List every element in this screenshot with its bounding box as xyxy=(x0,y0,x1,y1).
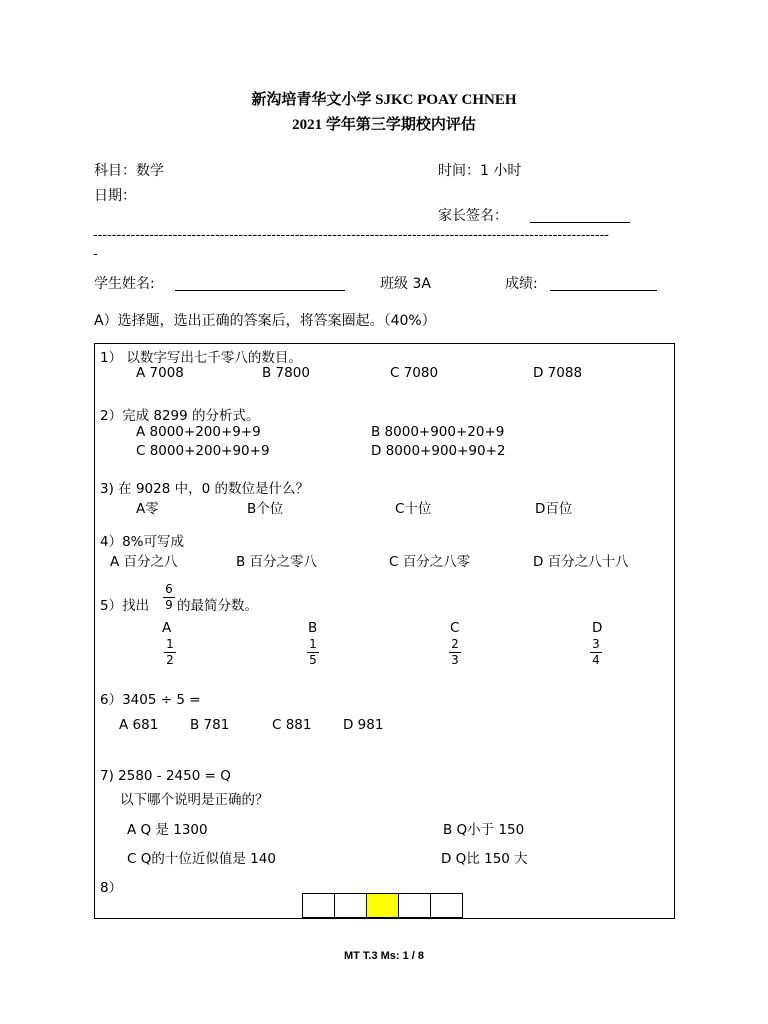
q1-option-d[interactable]: D 7088 xyxy=(533,365,583,381)
q4-option-c[interactable]: C 百分之八零 xyxy=(389,554,471,570)
q5-a-denominator: 2 xyxy=(166,653,174,667)
q6-option-d[interactable]: D 981 xyxy=(343,717,384,733)
q5-b-denominator: 5 xyxy=(309,653,317,667)
q1-stem: 1） 以数字写出七千零八的数目。 xyxy=(100,350,302,366)
q5-a-numerator: 1 xyxy=(166,637,174,651)
score-line xyxy=(550,290,657,291)
q5-option-d-fraction[interactable] xyxy=(588,638,604,667)
q3-stem: 3) 在 9028 中，0 的数位是什么？ xyxy=(100,481,309,497)
parent-sign-line xyxy=(530,222,630,223)
q5-option-d-label[interactable]: D xyxy=(592,620,603,636)
divider-tail: - xyxy=(93,247,98,262)
q8-grid-cell[interactable] xyxy=(430,893,463,918)
q5-option-c-fraction[interactable] xyxy=(447,638,463,667)
q2-option-c[interactable]: C 8000+200+90+9 xyxy=(136,443,270,459)
q7-option-c[interactable]: C Q的十位近似值是 140 xyxy=(127,851,276,867)
q5-option-a-fraction[interactable] xyxy=(162,638,178,667)
q8-grid-cell[interactable] xyxy=(302,893,335,918)
q8-number-grid xyxy=(303,893,463,918)
score-label: 成绩: xyxy=(505,276,538,292)
q1-option-c[interactable]: C 7080 xyxy=(390,365,439,381)
q5-option-a-label[interactable]: A xyxy=(162,620,172,636)
divider-dashes: -------------------------------------------------------------------------------------------------------------- xyxy=(93,228,610,243)
class-label: 班级 3A xyxy=(380,276,431,292)
q7-option-b[interactable]: B Q小于 150 xyxy=(443,822,525,838)
q4-option-d[interactable]: D 百分之八十八 xyxy=(533,554,629,570)
q4-option-a[interactable]: A 百分之八 xyxy=(110,554,178,570)
q2-option-a[interactable]: A 8000+200+9+9 xyxy=(136,424,261,440)
q8-grid-cell[interactable] xyxy=(334,893,367,918)
q2-stem: 2）完成 8299 的分析式。 xyxy=(100,408,260,424)
q5-stem-post: 的最简分数。 xyxy=(177,598,258,614)
student-name-line xyxy=(175,290,345,291)
student-name-label: 学生姓名: xyxy=(94,276,155,292)
q5-d-numerator: 3 xyxy=(592,637,600,651)
page-footer: MT T.3 Ms: 1 / 8 xyxy=(343,950,425,962)
subject-label: 科目：数学 xyxy=(94,163,164,179)
q5-stem-numerator: 6 xyxy=(165,582,173,596)
q5-stem-pre: 5）找出 xyxy=(100,598,150,614)
q8-grid-cell-highlighted[interactable] xyxy=(366,893,399,918)
q6-option-c[interactable]: C 881 xyxy=(272,717,312,733)
exam-title: 2021 学年第三学期校内评估 xyxy=(292,117,476,133)
q3-option-d[interactable]: D百位 xyxy=(535,501,573,517)
q5-option-b-fraction[interactable] xyxy=(305,638,321,667)
q3-option-b[interactable]: B个位 xyxy=(247,501,284,517)
q3-option-c[interactable]: C十位 xyxy=(395,501,432,517)
q3-option-a[interactable]: A零 xyxy=(136,501,159,517)
q1-option-a[interactable]: A 7008 xyxy=(136,365,184,381)
q6-option-a[interactable]: A 681 xyxy=(119,717,159,733)
q5-option-b-label[interactable]: B xyxy=(308,620,318,636)
section-title: A）选择题，选出正确的答案后，将答案圈起。（40%） xyxy=(94,313,436,329)
q5-c-denominator: 3 xyxy=(451,653,459,667)
q5-c-numerator: 2 xyxy=(451,637,459,651)
q6-option-b[interactable]: B 781 xyxy=(190,717,230,733)
q5-d-denominator: 4 xyxy=(592,653,600,667)
q7-option-d[interactable]: D Q比 150 大 xyxy=(441,851,528,867)
q4-stem: 4）8%可写成 xyxy=(100,534,185,550)
school-title: 新沟培青华文小学 SJKC POAY CHNEH xyxy=(251,92,517,108)
q7-stem: 7) 2580 - 2450 = Q xyxy=(100,768,231,784)
q7-option-a[interactable]: A Q 是 1300 xyxy=(127,822,208,838)
q6-stem: 6）3405 ÷ 5 = xyxy=(100,692,201,708)
time-label: 时间：1 小时 xyxy=(438,163,522,179)
q4-option-b[interactable]: B 百分之零八 xyxy=(236,554,318,570)
parent-sign-label: 家长签名： xyxy=(438,208,508,224)
q8-stem: 8） xyxy=(100,880,123,896)
q7-subquestion: 以下哪个说明是正确的？ xyxy=(120,792,269,808)
q2-option-b[interactable]: B 8000+900+20+9 xyxy=(371,424,505,440)
q5-stem-fraction xyxy=(161,583,177,612)
q5-b-numerator: 1 xyxy=(309,637,317,651)
q8-grid-cell[interactable] xyxy=(398,893,431,918)
q1-option-b[interactable]: B 7800 xyxy=(262,365,310,381)
q5-option-c-label[interactable]: C xyxy=(450,620,460,636)
date-label: 日期： xyxy=(94,188,136,204)
q5-stem-denominator: 9 xyxy=(165,598,173,612)
q2-option-d[interactable]: D 8000+900+90+2 xyxy=(371,443,506,459)
